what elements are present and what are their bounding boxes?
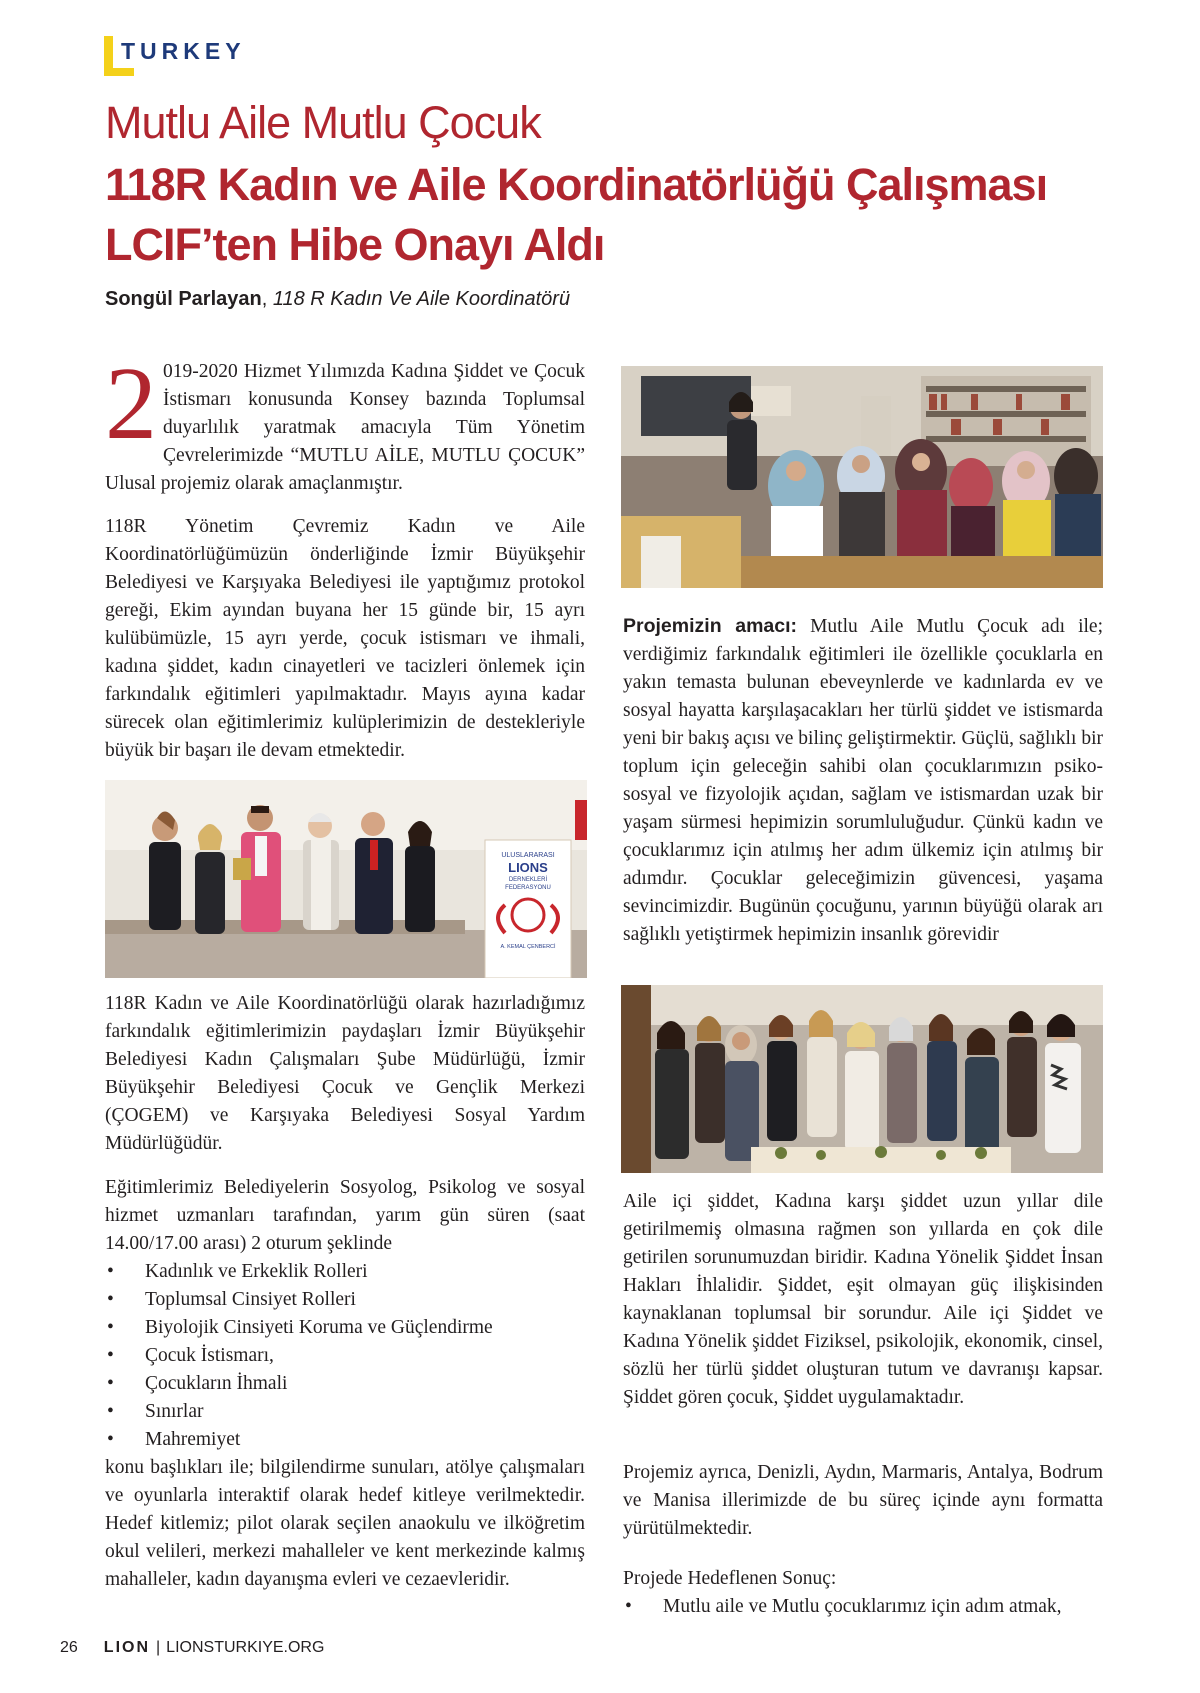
article-subtitle: Mutlu Aile Mutlu Çocuk	[105, 97, 541, 148]
intro-text: 019-2020 Hizmet Yılımızda Kadına Şiddet ve Çocuk İstismarı konusunda Konsey bazında Toplumsal duyarlılık yaratmak amacıyla Tüm Yönetim Çevrelerimizde “MUTLU AİLE, MUTLU ÇOCUK” Ulusal projemiz olarak amaçlanmıştır.	[105, 361, 585, 494]
topics-list	[105, 1258, 585, 1454]
paragraph-text: konu başlıkları ile; bilgilendirme sunuları, atölye çalışmaları ve oyunlarla interaktif olarak hedef kitleye verilmektedir. Hedef kitlemiz; pilot olarak seçilen anaokulu ve ilköğretim okul velileri, merkezi mahalleler ve kent merkezinde kalmış mahalleler, kadın dayanışma evleri ve cezaevleridir.	[105, 1457, 585, 1590]
page-number: 26	[60, 1639, 78, 1656]
drop-cap: 2	[105, 346, 157, 461]
list-item: • Mahremiyet	[105, 1426, 585, 1454]
paragraph-text: 118R Kadın ve Aile Koordinatörlüğü olarak hazırladığımız farkındalık eğitimlerimizin paydaşları İzmir Büyükşehir Belediyesi Kadın Çalışmaları Şube Müdürlüğü, İzmir Büyükşehir Belediyesi Çocuk ve Gençlik Merkezi (ÇOGEM) ve Karşıyaka Belediyesi Sosyal Yardım Müdürlüğüdür.	[105, 993, 585, 1154]
body-paragraph-7	[623, 1459, 1103, 1543]
list-item: • Mutlu aile ve Mutlu çocuklarımız için adım atmak,	[623, 1593, 1103, 1621]
article-title: 118R Kadın ve Aile Koordinatörlüğü Çalışması LCIF’ten Hibe Onayı Aldı	[105, 159, 1048, 270]
list-item: • Çocuk İstismarı,	[105, 1342, 585, 1370]
list-item: • Toplumsal Cinsiyet Rolleri	[105, 1286, 585, 1314]
list-item: • Sınırlar	[105, 1398, 585, 1426]
body-paragraph-3	[105, 990, 585, 1158]
aim-text: Mutlu Aile Mutlu Çocuk adı ile; verdiğimiz farkındalık eğitimleri ile özellikle çocuklarla en yakın temasta bulunan ebeveynlerde ve kadınlarda ev ve sosyal hayatta karşılaşacakları her türlü şiddet ve istismarda yeni bir bakış açısı ve bilinç geliştirmektir. Güçlü, sağlıklı bir toplum için geleceğin sahibi olan çocuklarımızın psiko-sosyal ve fizyolojik açıdan, sağlam ve istismardan uzak bir yaşam sürmesi hepimizin sorumluluğudur. Çünkü kadın ve çocuklarımız için atılmış her adım ülkemiz için atılmış bir adımdır. Çocuklar geleceğimizin güvencesi, yaşama sevincimizdir. Bugünün çocuğunu, yarının büyüğü olarak arı sağlıklı yetiştirmek hepimizin insanlık görevidir	[623, 616, 1103, 945]
paragraph-text: Aile içi şiddet, Kadına karşı şiddet uzun yıllar dile getirilmemiş olmasına rağmen son yıllarda en çok dile getirilen sorunumuzdan biridir. Kadına Yönelik Şiddet İnsan Hakları İhlalidir. Şiddet, eşit olmayan güç ilişkisinden kaynaklanan toplumsal bir sorundur. Aile içi Şiddet ve Kadına Yönelik şiddet Fiziksel, psikolojik, ekonomik, cinsel, sözlü her türlü şiddet oluşturan tutum ve davranışı kapsar. Şiddet gören çocuk, Şiddet uygulamaktadır.	[623, 1191, 1103, 1408]
aim-label: Projemizin amacı:	[623, 615, 798, 637]
website-link[interactable]: LIONSTURKIYE.ORG	[166, 1639, 325, 1656]
byline	[105, 288, 570, 311]
list-item: • Kadınlık ve Erkeklik Rolleri	[105, 1258, 585, 1286]
author-name: Songül Parlayan	[105, 288, 262, 310]
classroom-photo	[621, 366, 1103, 588]
author-role: 118 R Kadın Ve Aile Koordinatörü	[272, 288, 571, 310]
banner-title-text: ULUSLARARASI	[501, 852, 555, 859]
group-photo	[621, 985, 1103, 1173]
aim-paragraph	[623, 612, 1103, 949]
paragraph-text: Eğitimlerimiz Belediyelerin Sosyolog, Psikolog ve sosyal hizmet uzmanları tarafından, yarım gün süren (saat 14.00/17.00 arası) 2 oturum şeklinde	[105, 1177, 585, 1254]
page-footer	[60, 1639, 324, 1657]
banner-line-text: DERNEKLERİ	[508, 877, 548, 883]
paragraph-text: Projemiz ayrıca, Denizli, Aydın, Marmaris, Antalya, Bodrum ve Manisa illerimizde de bu süreç içinde aynı formatta yürütülmektedir.	[623, 1462, 1103, 1539]
section-brand: TURKEY	[121, 38, 246, 64]
magazine-name: LION	[103, 1639, 151, 1656]
footer-separator: |	[156, 1639, 161, 1656]
ceremony-photo	[105, 780, 587, 978]
body-paragraph-4	[105, 1174, 585, 1594]
body-paragraph-6	[623, 1188, 1103, 1412]
results-list	[623, 1593, 1103, 1621]
paragraph-text: 118R Yönetim Çevremiz Kadın ve Aile Koordinatörlüğümüzün önderliğinde İzmir Büyükşehir Belediyesi ve Karşıyaka Belediyesi ile yaptığımız protokol gereği, Ekim ayından buyana her 15 günde bir, 15 ayrı kulübümüzle, 15 ayrı yerde, çocuk istismarı ve ihmali, kadına şiddet, kadın cinayetleri ve tacizleri önlemek için farkındalık eğitimleri yapılmaktadır. Mayıs ayına kadar sürecek olan eğitimlerimiz kulüplerimizin de destekleriyle büyük bir başarı ile devam etmektedir.	[105, 516, 585, 761]
banner-name-text: LIONS	[508, 860, 548, 875]
intro-paragraph	[105, 346, 585, 498]
list-item: • Biyolojik Cinsiyeti Koruma ve Güçlendirme	[105, 1314, 585, 1342]
author-separator: ,	[261, 288, 273, 310]
banner-person-text: A. KEMAL ÇENBERCİ	[500, 944, 556, 950]
body-paragraph-2	[105, 513, 585, 765]
paragraph-text: Projede Hedeflenen Sonuç:	[623, 1568, 837, 1589]
banner-sub-text: FEDERASYONU	[505, 885, 551, 891]
body-paragraph-8	[623, 1565, 1103, 1621]
list-item: • Çocukların İhmali	[105, 1370, 585, 1398]
